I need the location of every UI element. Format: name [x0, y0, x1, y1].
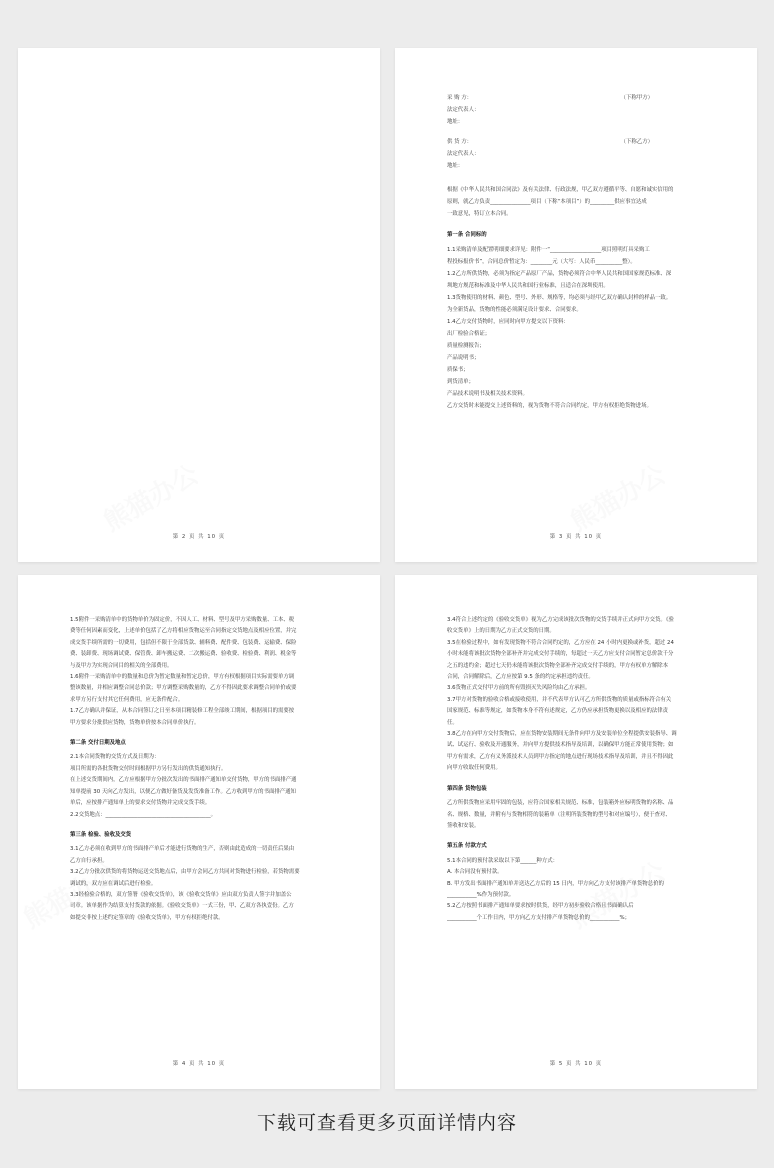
watermark: [563, 454, 672, 538]
clause-line: 甲方有需求，乙方有义务派技术人员到甲方指定的地点进行现场技术指导及培训，并且不得因此: [447, 753, 674, 760]
clause-line: A. 本合同没有预付款。: [447, 869, 503, 876]
party-row: 法定代表人：: [447, 151, 480, 157]
clause-line: 1.5附件一采购清单中的货物单价为固定价，不因人工、材料、型号及甲方采购数量、工本、税: [70, 617, 295, 623]
page-footer: 第 4 页 共 10 页: [172, 1061, 226, 1067]
clause-line: 整该数量，并相应调整合同总价款；甲方调整采购数量的，乙方不得因此要求调整合同单价或要: [70, 685, 297, 692]
clause-line: 3.2乙方分批次供货的将货物运送交货地点后，由甲方会同乙方共同对货物进行检验，若货物需要: [70, 869, 300, 876]
clause-line: 与及甲方为实现合同目的相关的全部费用。: [70, 662, 173, 669]
clause-line: 2.2交货地点：_______________________________________。: [70, 811, 217, 818]
clause-line: 签收和安装。: [447, 822, 480, 829]
clause-line: 2.1本合同货物的交货方式及日期为：: [70, 754, 160, 761]
clause-line: 3.7甲方对货物的验收合格或接收使用，并不代表甲方认可乙方所供货物的质量或指标符合有关: [447, 696, 672, 703]
clause-line: 圳地方规范和标准及中华人民共和国行业标准，且适合在深圳使用。: [447, 283, 609, 289]
clause-line: 费、装卸费、现场调试费、保管费、卸车搬运费、二次搬运费、验收费、检验费、利润、税金等: [70, 651, 297, 658]
party-row: 地址：: [447, 119, 464, 125]
clause-line: 在上述交货期间内，乙方应根据甲方分批次发出的书面排产通知单交付货物，甲方的书面排产通: [70, 777, 297, 784]
document-page-5: [395, 575, 757, 1089]
clause-line: 5.1本合同的预付款采取以下第______种方式：: [447, 857, 558, 864]
clause-line: 求甲方另行支付其它任何费用，应无条件配合。: [70, 696, 184, 703]
section-heading: 第五条 付款方式: [447, 843, 487, 850]
clause-line: 向甲方收取任何费用。: [447, 765, 501, 772]
clause-line: 3.6货物正式交付甲方前的所有毁损灭失风险均由乙方承担。: [447, 685, 591, 692]
clause-line: 产品技术说明书及相关技术资料。: [447, 391, 528, 397]
clause-line: B. 甲方发出书面排产通知单并送达乙方后的 15 日内，甲方向乙方支付该排产单货物总价的: [447, 880, 664, 887]
party-row: 地址：: [447, 163, 464, 169]
clause-line: 知单提前 30 天向乙方发出，以便乙方做好备货及发货准备工作。乙方收到甲方的书面排产通知: [70, 788, 296, 795]
clause-line: 国家规范、标准等规定，如货物本身不符有述规定，乙方仍应承担货物更换以及相应的法律责: [447, 708, 669, 715]
intro-line: 原则，就乙方负责_______________项目（下称“本项目”）的_________供应事宜达成: [447, 199, 647, 205]
clause-line: 产品说明书；: [447, 355, 480, 361]
clause-line: ___________%作为预付款。: [447, 891, 515, 898]
clause-line: 出厂检验合格证；: [447, 331, 491, 337]
section-heading: 第三条 检验、验收及交货: [70, 831, 132, 838]
clause-line: 程投标报价书”，合同总价暂定为：________元（大写：人民币__________整）。: [447, 259, 636, 265]
clause-line: 之五的违约金；超过七天仍未能将该批次货物全部补齐完成交付手续的，甲方有权单方解除本: [447, 662, 669, 669]
section-heading: 第一条 合同标的: [447, 232, 487, 238]
clause-line: 调试的，双方应在调试后进行检验。: [70, 880, 157, 887]
intro-line: 一致意见，特订立本合同。: [447, 211, 512, 217]
clause-line: 名、规格、数量，并附有与货物相符的装箱单（注明所装货物的型号和对应编号），便于查对、: [447, 811, 671, 818]
clause-line: 3.4符合上述约定的《验收交货单》视为乙方完成该批次货物的交货手续并正式向甲方交货。《验: [447, 617, 674, 623]
document-page-4: [18, 575, 380, 1089]
clause-line: 质量检测报告；: [447, 343, 485, 349]
intro-line: 根据《中华人民共和国合同法》及有关法律、行政法规，甲乙双方遵循平等、自愿和诚实信用的: [447, 187, 674, 193]
page-footer: 第 5 页 共 10 页: [549, 1061, 603, 1067]
page-footer: 第 2 页 共 10 页: [172, 534, 226, 540]
clause-line: 项目所需的各批货物交付时间根据甲方另行发出的供货通知执行。: [70, 765, 227, 772]
clause-line: 1.3货物使用的材料、颜色、型号、外形、规格等，均必须与经甲乙双方确认封样的样品一致。: [447, 295, 672, 301]
clause-line: 到货清单；: [447, 379, 474, 385]
clause-line: 3.8乙方在向甲方交付货物后，应在货物安装期间无条件向甲方及安装单位全程提供安装指导、调: [447, 731, 677, 738]
clause-line: 试、试运行、验收及开通服务，并向甲方提供技术指导及培训，以确保甲方能正常使用货物；如: [447, 742, 674, 749]
clause-line: 乙方交货时未能提交上述资料的，视为货物不符合合同约定，甲方有权拒绝货物进场。: [447, 403, 652, 409]
clause-line: 3.3经检验合格的，双方签署《验收交货单》，该《验收交货单》应由双方负责人签字并加盖公: [70, 891, 292, 898]
clause-line: 1.7乙方确认并保证，从本合同签订之日至本项目精装修工程全部竣工期间，根据项目的需要按: [70, 708, 295, 715]
download-caption: 下载可查看更多页面详情内容: [256, 1112, 517, 1134]
page-content: [447, 615, 713, 924]
clause-line: 3.5在检验过程中，如有发现货物不符合合同约定的，乙方应在 24 小时内更换或补货，超过 24: [447, 639, 674, 646]
clause-line: 乙方自行承担。: [70, 857, 108, 864]
clause-line: 单后，应按排产通知单上的要求交付货物并完成交货手续。: [70, 800, 211, 807]
clause-line: 小时未能将该批次货物全部补齐并完成交付手续的，每超过一天乙方应支付合同暂定总价款千分: [447, 651, 674, 658]
party-row: 供 货 方： （下称乙方）: [447, 139, 653, 145]
clause-line: 乙方所供货物应采用牢固的包装，应符合国家相关规范、标准，包装箱外应标明货物的名称、品: [447, 800, 674, 807]
clause-line: 费等任何因素而变化，上述单价包括了乙方将相应货物运至合同指定交货地点及相应位置，并完: [70, 628, 297, 635]
document-page-2: [18, 48, 380, 562]
clause-line: 司章。该单据作为结算支付货款的依据。《验收交货单》一式三份，甲、乙双方各执壹份。乙方: [70, 903, 294, 910]
clause-line: 质保书；: [447, 367, 469, 373]
clause-line: 3.1乙方必须在收到甲方的书面排产单后才能进行货物的生产，否则由此造成的一切责任后果由: [70, 846, 295, 853]
clause-line: 1.1采购清单及配置明细要求详见：附件一“___________________项目照明灯具采购工: [447, 247, 650, 253]
clause-line: 1.6附件一采购清单中的数量和总价为暂定数量和暂定总价，甲方有权根据项目实际需要单方调: [70, 674, 295, 681]
document-page-3: [395, 48, 757, 562]
page-content: [70, 615, 336, 924]
party-row: 法定代表人：: [447, 107, 480, 113]
clause-line: 收交货单》上的日期为乙方正式交货的日期。: [447, 628, 555, 635]
clause-line: 1.2乙方所供货物，必须为指定产品原厂产品，货物必须符合中华人民共和国国家规范标准、深: [447, 271, 672, 277]
watermark: [96, 454, 205, 538]
clause-line: 如提交非按上述约定签章的《验收交货单》，甲方有权拒绝付款。: [70, 914, 224, 921]
clause-line: 5.2乙方按照书面排产通知单要求按时供货，经甲方初步验收合格且书面确认后: [447, 903, 634, 910]
page-content: [447, 92, 713, 412]
clause-line: 任。: [447, 719, 458, 726]
clause-line: 甲方要求分批供应货物，货物单价按本合同单价执行。: [70, 719, 200, 726]
section-heading: 第二条 交付日期及地点: [70, 740, 126, 747]
clause-line: 成交货手续所需的一切费用，包括但不限于全部货款、辅料费、配件费、包装费、运输费、保险: [70, 639, 297, 646]
clause-line: 为全新货品，货物的性能必须满足设计要求、合同要求。: [447, 307, 582, 313]
page-footer: 第 3 页 共 10 页: [549, 534, 603, 540]
clause-line: 1.4乙方交付货物时，应同时向甲方提交以下资料：: [447, 319, 569, 325]
clause-line: 合同，合同解除后，乙方应按第 9.5 条的约定承担违约责任。: [447, 674, 594, 681]
clause-line: ___________个工作日内，甲方向乙方支付排产单货物总价的___________%；: [447, 914, 631, 921]
section-heading: 第四条 货物包装: [447, 785, 487, 792]
party-row: 采 购 方： （下称甲方）: [447, 95, 653, 101]
